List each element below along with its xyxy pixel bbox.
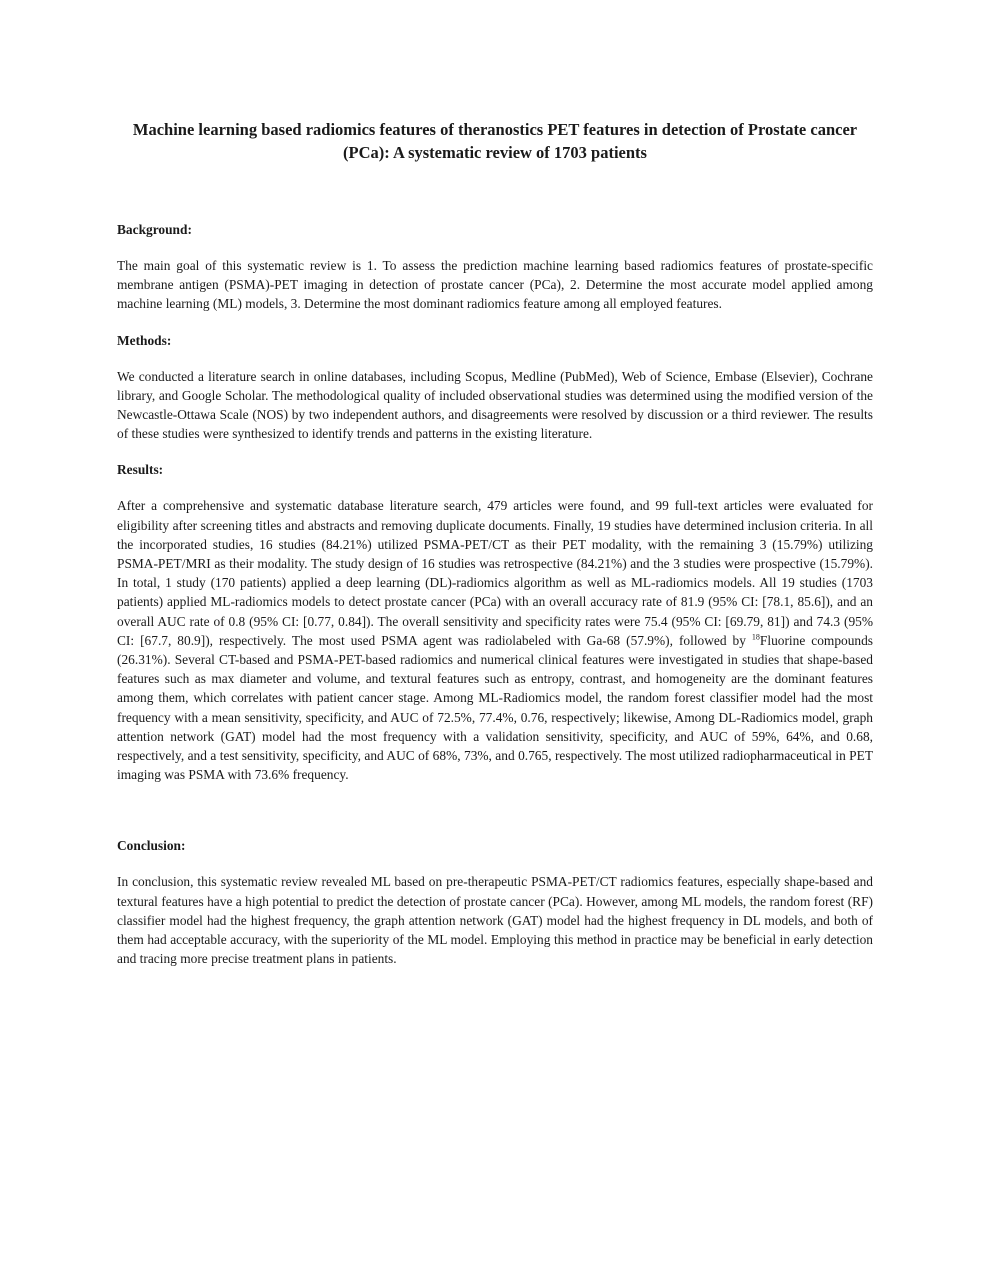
results-text-part-1: After a comprehensive and systematic database literature search, 479 articles were found, and 99 full-text articles were evaluated for eligibility after screening titles and abstracts and removing duplicate documents. Finally, 19 studies have determined inclusion criteria. In all the incorporated studies, 16 studies (84.21%) utilized PSMA-PET/CT as their PET modality, with the remaining 3 (15.79%) utilizing PSMA-PET/MRI as their modality. The study design of 16 studies was retrospective (84.21%) and the 3 studies were prospective (15.79%). In total, 1 study (170 patients) applied a deep learning (DL)-radiomics algorithm as well as ML-radiomics models. All 19 studies (1703 patients) applied ML-radiomics models to detect prostate cancer (PCa) with an overall accuracy rate of 81.9 (95% CI: [78.1, 85.6]), and an overall AUC rate of 0.8 (95% CI: [0.77, 0.84]). The overall sensitivity and specificity rates were 75.4 (95% CI: [69.79, 81]) and 74.3 (95% CI: [67.7, 80.9]), respectively. The most used PSMA agent was radiolabeled with Ga-68 (57.9%), followed by	[117, 498, 873, 648]
conclusion-text: In conclusion, this systematic review revealed ML based on pre-therapeutic PSMA-PET/CT radiomics features, especially shape-based and textural features have a high potential to predict the detection of prostate cancer (PCa). However, among ML models, the random forest (RF) classifier model had the highest frequency, the graph attention network (GAT) model had the highest frequency in DL models, and both of them had acceptable accuracy, with the superiority of the ML model. Employing this method in practice may be beneficial in early detection and tracing more precise treatment plans in patients.	[117, 874, 873, 967]
results-text-part-2: Fluorine compounds (26.31%). Several CT-based and PSMA-PET-based radiomics and numerical clinical features were investigated in studies that shape-based features such as max diameter and volume, and textural features such as entropy, contrast, and homogeneity are the dominant features among them, which correlates with patient cancer stage. Among ML-Radiomics model, the random forest classifier model had the most frequency with a mean sensitivity, specificity, and AUC of 72.5%, 77.4%, 0.76, respectively; likewise, Among DL-Radiomics model, graph attention network (GAT) model had the most frequency with a validation sensitivity, specificity, and AUC of 59%, 64%, and 0.68, respectively, and a test sensitivity, specificity, and AUC of 68%, 73%, and 0.765, respectively. The most utilized radiopharmaceutical in PET imaging was PSMA with 73.6% frequency.	[117, 632, 874, 783]
methods-section	[117, 331, 873, 444]
fluorine-mass-number: 18	[751, 632, 760, 642]
background-heading: Background:	[117, 222, 192, 237]
paper-title: Machine learning based radiomics features of theranostics PET features in detection of Prostate cancer (PCa): A systematic review of 1703 patients	[132, 120, 858, 162]
background-text: The main goal of this systematic review is 1. To assess the prediction machine learning based radiomics features of prostate-specific membrane antigen (PSMA)-PET imaging in detection of prostate cancer (PCa), 2. Determine the most accurate model applied among machine learning (ML) models, 3. Determine the most dominant radiomics feature among all employed features.	[117, 258, 873, 312]
methods-heading: Methods:	[117, 332, 172, 348]
background-section	[117, 220, 873, 314]
methods-text: We conducted a literature search in online databases, including Scopus, Medline (PubMed), Web of Science, Embase (Elsevier), Cochrane library, and Google Scholar. The methodological quality of included observational studies was determined using the modified version of the Newcastle-Ottawa Scale (NOS) by two independent authors, and disagreements were resolved by discussion or a third reviewer. The results of these studies were synthesized to identify trends and patterns in the existing literature.	[117, 368, 873, 442]
conclusion-section	[117, 836, 873, 968]
conclusion-heading: Conclusion:	[117, 838, 186, 854]
results-text	[117, 496, 873, 784]
results-heading: Results:	[117, 462, 164, 478]
results-section	[117, 460, 873, 784]
abstract-page	[117, 118, 873, 968]
